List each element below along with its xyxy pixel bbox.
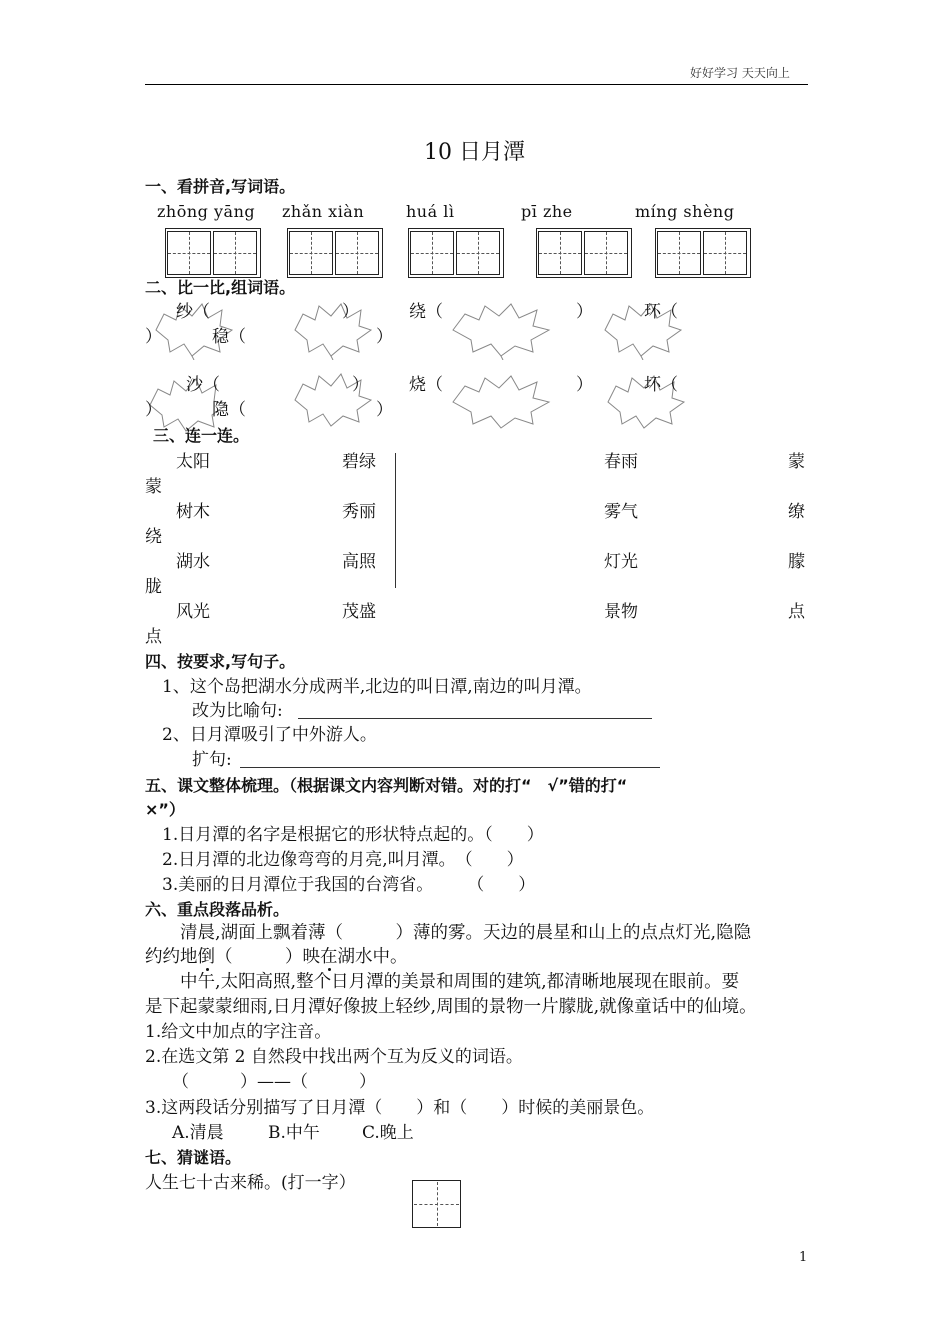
match-left-word: 秀丽 xyxy=(342,502,376,522)
compare-paren: ） xyxy=(342,302,359,322)
maple-leaf-icon xyxy=(445,372,555,432)
compare-char: 绕（ xyxy=(409,302,443,322)
maple-leaf-icon xyxy=(445,300,555,360)
question-text: 2.在选文第 2 自然段中找出两个互为反义的词语。 xyxy=(145,1047,523,1067)
compare-char: 隐（ xyxy=(212,400,246,420)
compare-paren: ） xyxy=(145,400,162,420)
match-right-char: 朦 xyxy=(788,552,805,572)
pinyin-5: míng shèng xyxy=(635,202,735,221)
match-left-word: 风光 xyxy=(176,602,210,622)
maple-leaf-icon xyxy=(285,300,375,360)
pinyin-1: zhōng yāng xyxy=(157,202,256,221)
judge-item: 2.日月潭的北边像弯弯的月亮,叫月潭。 （ ） xyxy=(162,850,524,870)
match-right-word: 春雨 xyxy=(604,452,638,472)
question-text: 3.这两段话分别描写了日月潭（ ）和（ ）时候的美丽景色。 xyxy=(145,1098,655,1118)
section-5-heading-cont: ×”） xyxy=(145,800,185,819)
match-left-word: 高照 xyxy=(342,552,376,572)
writing-box-guides[interactable] xyxy=(414,1182,459,1226)
question-prompt: 改为比喻句: xyxy=(192,701,283,721)
section-5-heading: 五、课文整体梳理。（根据课文内容判断对错。对的打“ √”错的打“ xyxy=(145,776,628,795)
pinyin-3: huá lì xyxy=(406,202,455,221)
match-right-char: 蒙 xyxy=(145,477,162,497)
option-a: A.清晨 xyxy=(172,1123,224,1143)
writing-box[interactable] xyxy=(703,231,747,275)
writing-box[interactable] xyxy=(289,231,333,275)
question-text: 2、日月潭吸引了中外游人。 xyxy=(162,725,377,745)
option-c: C.晚上 xyxy=(362,1123,414,1143)
answer-blank[interactable]: （ ）——（ ） xyxy=(172,1072,376,1092)
column-divider xyxy=(395,453,396,588)
writing-box[interactable] xyxy=(213,231,257,275)
writing-box[interactable] xyxy=(410,231,454,275)
compare-paren: ） xyxy=(376,400,393,420)
question-prompt: 扩句: xyxy=(192,750,232,770)
compare-char: 烧（ xyxy=(409,375,443,395)
riddle-text: 人生七十古来稀。(打一字） xyxy=(145,1173,356,1193)
pinyin-2: zhǎn xiàn xyxy=(282,202,365,221)
option-b: B.中午 xyxy=(268,1123,320,1143)
section-4-heading: 四、按要求,写句子。 xyxy=(145,652,296,671)
match-left-word: 碧绿 xyxy=(342,452,376,472)
section-1-heading: 一、看拼音,写词语。 xyxy=(145,177,296,196)
writing-box[interactable] xyxy=(335,231,379,275)
compare-paren: ） xyxy=(576,375,593,395)
match-right-char: 胧 xyxy=(145,577,162,597)
match-right-char: 点 xyxy=(145,627,162,647)
match-right-char: 绕 xyxy=(145,527,162,547)
match-right-word: 灯光 xyxy=(604,552,638,572)
match-left-word: 太阳 xyxy=(176,452,210,472)
match-right-word: 雾气 xyxy=(604,502,638,522)
section-2-heading: 二、比一比,组词语。 xyxy=(145,278,296,297)
writing-box[interactable] xyxy=(167,231,211,275)
compare-char: 沙（ xyxy=(186,375,220,395)
compare-char: 稳（ xyxy=(212,327,246,347)
match-left-word: 湖水 xyxy=(176,552,210,572)
section-7-heading: 七、猜谜语。 xyxy=(145,1148,242,1167)
page-title: 10 日月潭 xyxy=(424,140,525,165)
section-3-heading: 三、连一连。 xyxy=(153,426,250,445)
writing-box[interactable] xyxy=(584,231,628,275)
match-left-word: 树木 xyxy=(176,502,210,522)
question-text: 1、这个岛把湖水分成两半,北边的叫日潭,南边的叫月潭。 xyxy=(162,677,592,697)
page-number: 1 xyxy=(799,1250,808,1265)
writing-box[interactable] xyxy=(538,231,582,275)
compare-char: 坏（ xyxy=(644,375,678,395)
passage-line: 是下起蒙蒙细雨,日月潭好像披上轻纱,周围的景物一片朦胧,就像童话中的仙境。 xyxy=(145,997,757,1017)
answer-line[interactable] xyxy=(298,718,652,719)
passage-line: 清晨,湖面上飘着薄（ ）薄的雾。天边的晨星和山上的点点灯光,隐隐 xyxy=(180,923,752,943)
writing-box[interactable] xyxy=(657,231,701,275)
compare-paren: ） xyxy=(352,375,369,395)
passage-line: 中午,太阳高照,整个日月潭的美景和周围的建筑,都清晰地展现在眼前。要 xyxy=(180,972,740,992)
judge-item: 1.日月潭的名字是根据它的形状特点起的。（ ） xyxy=(162,825,544,845)
match-right-char: 蒙 xyxy=(788,452,805,472)
pinyin-4: pī zhe xyxy=(521,202,573,221)
compare-paren: ） xyxy=(576,302,593,322)
match-right-word: 景物 xyxy=(604,602,638,622)
match-left-word: 茂盛 xyxy=(342,602,376,622)
match-right-char: 点 xyxy=(788,602,805,622)
header-text: 好好学习 天天向上 xyxy=(690,66,790,80)
compare-paren: ） xyxy=(376,327,393,347)
compare-paren: ） xyxy=(145,327,162,347)
compare-char: 环（ xyxy=(644,302,678,322)
compare-char: 纱（ xyxy=(176,302,210,322)
header-rule xyxy=(145,84,808,85)
match-right-char: 缭 xyxy=(788,502,805,522)
question-text: 1.给文中加点的字注音。 xyxy=(145,1022,332,1042)
judge-item: 3.美丽的日月潭位于我国的台湾省。 （ ） xyxy=(162,875,536,895)
passage-line: 约约地倒（ ）映在湖水中。 xyxy=(145,947,408,967)
section-6-heading: 六、重点段落品析。 xyxy=(145,900,290,919)
answer-line[interactable] xyxy=(240,767,660,768)
writing-box[interactable] xyxy=(456,231,500,275)
